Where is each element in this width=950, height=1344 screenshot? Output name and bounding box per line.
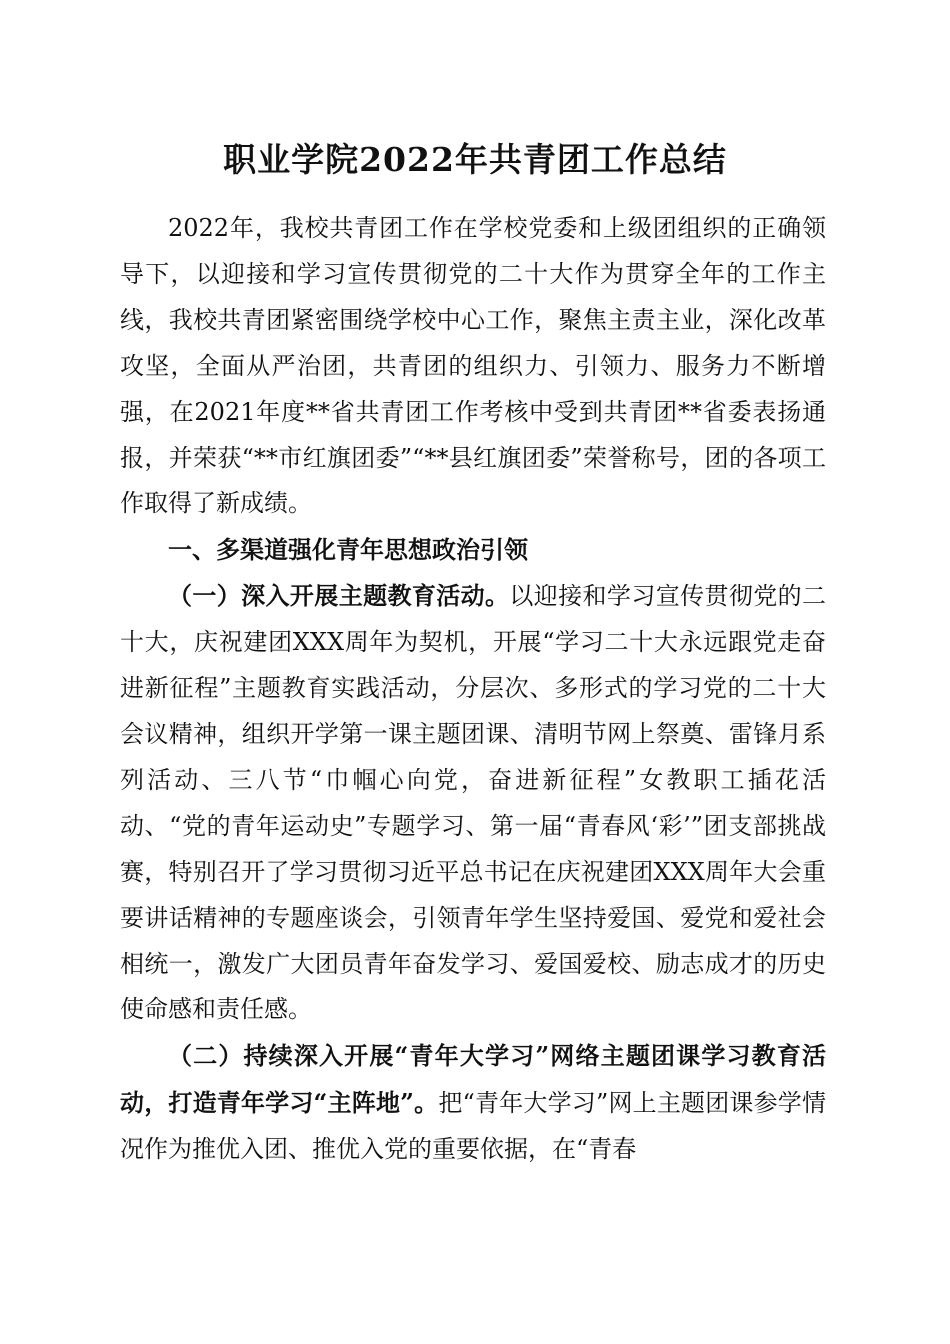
section-item-paragraph xyxy=(120,573,826,1033)
document-title: 职业学院2022年共青团工作总结 xyxy=(223,140,727,179)
document-body xyxy=(120,206,826,1173)
section-item-paragraph xyxy=(120,1033,826,1173)
item-lead: （一）深入开展主题教育活动。 xyxy=(168,581,510,611)
item-lead: （二）持续深入开展“青年大学习”网络主题团课学习教育活动，打造青年学习“主阵地”。 xyxy=(120,1041,826,1118)
item-text: 把“青年大学习”网上主题团课参学情况作为推优入团、推优入党的重要依据，在“青春 xyxy=(120,1089,826,1164)
item-text: 以迎接和学习宣传贯彻党的二十大，庆祝建团XXX周年为契机，开展“学习二十大永远跟党走奋进新征程”主题教育实践活动，分层次、多形式的学习党的二十大会议精神，组织开学第一课主题团课、清明节网上祭奠、雷锋月系列活动、三八节“巾帼心向党，奋进新征程”女教职工插花活动、“党的青年运动史”专题学习、第一届“青春风‘彩’”团支部挑战赛，特别召开了学习贯彻习近平总书记在庆祝建团XXX周年大会重要讲话精神的专题座谈会，引领青年学生坚持爱国、爱党和爱社会相统一，激发广大团员青年奋发学习、爱国爱校、励志成才的历史使命感和责任感。 xyxy=(120,582,827,1024)
intro-paragraph: 2022年，我校共青团工作在学校党委和上级团组织的正确领导下，以迎接和学习宣传贯彻党的二十大作为贯穿全年的工作主线，我校共青团紧密围绕学校中心工作，聚焦主责主业，深化改革攻坚，全面从严治团，共青团的组织力、引领力、服务力不断增强，在2021年度**省共青团工作考核中受到共青团**省委表扬通报，并荣获“**市红旗团委”“**县红旗团委”荣誉称号，团的各项工作取得了新成绩。 xyxy=(120,214,826,518)
section-heading: 一、多渠道强化青年思想政治引领 xyxy=(168,535,528,565)
